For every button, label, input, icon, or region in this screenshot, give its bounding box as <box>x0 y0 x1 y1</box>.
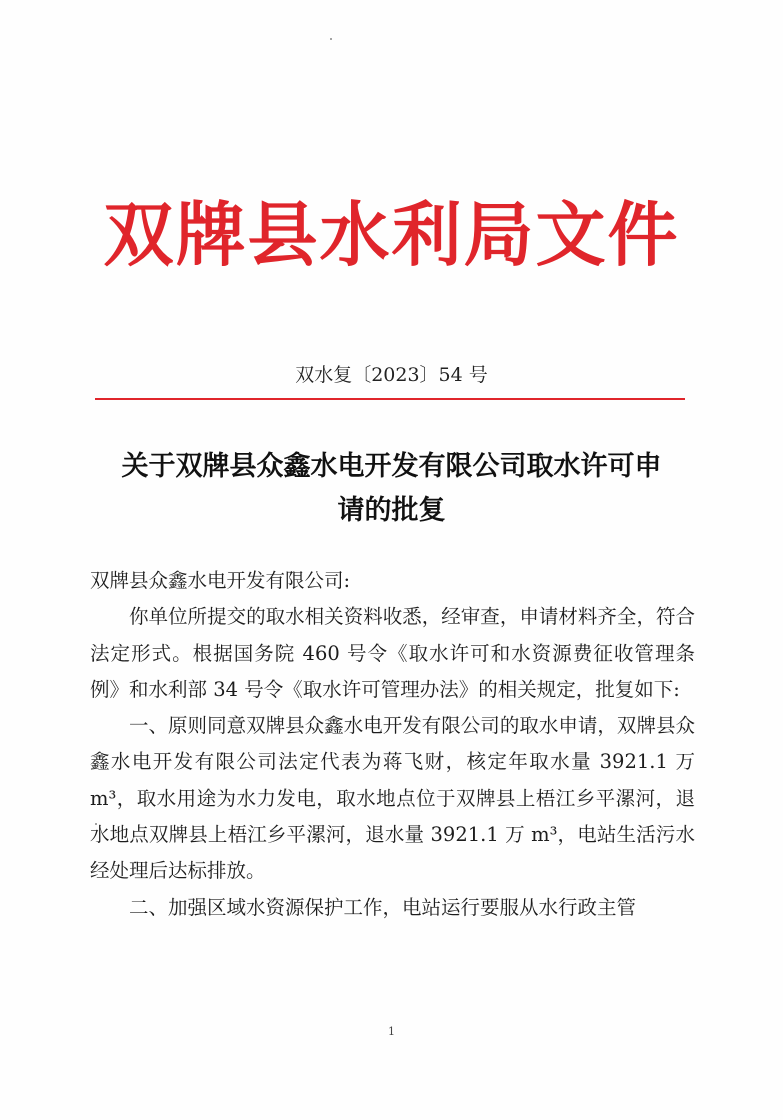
document-title <box>90 445 693 533</box>
document-body <box>90 563 695 926</box>
page-number: 1 <box>388 1025 395 1038</box>
scan-speck <box>330 38 332 40</box>
red-divider-line <box>95 398 685 400</box>
title-line-1: 关于双牌县众鑫水电开发有限公司取水许可申 <box>121 451 662 482</box>
title-line-2: 请的批复 <box>337 495 446 526</box>
paragraph-item-2: 二、加强区域水资源保护工作，电站运行要服从水行政主管 <box>129 895 637 919</box>
paragraph-item-1: 一、原则同意双牌县众鑫水电开发有限公司的取水申请，双牌县众鑫水电开发有限公司法定代表为蒋飞财，核定年取水量 3921.1 万 m³，取水用途为水力发电，取水地点位于双牌县上梧江乡平漯河，退水地点双牌县上梧江乡平漯河，退水量 3921.1 万 m³，电站生活污水经处理后达标排放。 <box>90 714 695 883</box>
addressee: 双牌县众鑫水电开发有限公司: <box>90 569 351 592</box>
document-number: 双水复〔2023〕54 号 <box>295 364 488 386</box>
paragraph-intro: 你单位所提交的取水相关资料收悉，经审查，申请材料齐全，符合法定形式。根据国务院 460 号令《取水许可和水资源费征收管理条例》和水利部 34 号令《取水许可管理办法》的相关规定，批复如下: <box>90 605 695 701</box>
document-masthead: 双牌县水利局文件 <box>103 193 680 276</box>
